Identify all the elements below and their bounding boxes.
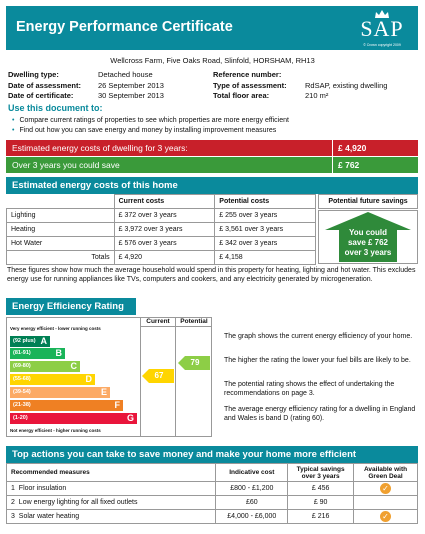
band-letter: B: [55, 348, 62, 358]
col-potential-rating: Potential: [176, 317, 212, 327]
meta-key: Type of assessment:: [213, 80, 287, 90]
actions-table: [6, 463, 418, 524]
current-cost: £ 576 over 3 years: [114, 237, 215, 251]
table-row: [7, 223, 316, 237]
measure-cell: [7, 482, 216, 496]
measure-number: 2: [11, 499, 15, 506]
green-deal-tick-icon: ✓: [380, 483, 391, 494]
rating-bottom-note: Not energy efficient - higher running costs: [10, 428, 101, 433]
rating-top-note: Very energy efficient - lower running costs: [10, 326, 101, 331]
col-indicative-cost: Indicative cost: [216, 464, 288, 482]
measure-savings: £ 216: [288, 510, 354, 524]
green-deal-tick-icon: ✓: [380, 511, 391, 522]
meta-left: [8, 70, 164, 102]
blank-cell: [7, 195, 115, 209]
rating-band-a: [10, 336, 50, 347]
estimated-cost-label: Estimated energy costs of dwelling for 3 years:: [12, 143, 188, 153]
page-title: Energy Performance Certificate: [16, 19, 233, 35]
sap-logo: [352, 8, 412, 50]
meta-key: Date of certificate:: [8, 91, 74, 100]
rating-description: The potential rating shows the effect of undertaking the recommendations on page 3.: [224, 381, 395, 397]
list-item: • Find out how you can save energy and money by installing improvement measures: [12, 126, 289, 136]
rating-description: The higher the rating the lower your fuel bills are likely to be.: [224, 357, 411, 364]
meta-key: Dwelling type:: [8, 70, 59, 79]
band-letter: G: [126, 413, 134, 423]
band-range: (81-91): [13, 350, 31, 356]
band-range: (39-54): [13, 389, 31, 395]
band-letter: A: [40, 336, 47, 346]
savings-value: £ 762: [332, 157, 359, 173]
rating-band-e: [10, 387, 110, 398]
band-range: (55-68): [13, 376, 31, 382]
table-row: [7, 209, 316, 223]
meta-value: RdSAP, existing dwelling: [305, 80, 388, 90]
band-letter: F: [114, 400, 120, 410]
total-current: £ 4,920: [114, 251, 215, 265]
rating-description: The average energy efficiency rating for a dwelling in England and Wales is band D (rating 60).: [224, 406, 416, 422]
col-recommended-measures: Recommended measures: [7, 464, 216, 482]
estimated-cost-bar: [6, 140, 418, 156]
totals-row: [7, 251, 316, 265]
green-deal-cell: [354, 496, 418, 510]
meta-value: 210 m²: [305, 91, 329, 100]
potential-rating-score: 79: [190, 358, 200, 367]
meta-value: 26 September 2013: [98, 80, 164, 90]
meta-value: 30 September 2013: [98, 91, 164, 100]
band-range: (1-20): [13, 415, 28, 421]
rating-divider: [175, 317, 176, 437]
sap-logo-text: SAP: [360, 16, 404, 41]
table-row: [7, 237, 316, 251]
measure-cost: £60: [216, 496, 288, 510]
green-deal-cell: [354, 510, 418, 524]
measure-name: Floor insulation: [18, 485, 67, 492]
row-label: Hot Water: [7, 237, 115, 251]
measure-name: Solar water heating: [18, 513, 80, 520]
potential-cost: £ 255 over 3 years: [215, 209, 316, 223]
measure-number: 1: [11, 485, 15, 492]
total-potential: £ 4,158: [215, 251, 316, 265]
savings-label: Over 3 years you could save: [12, 160, 120, 170]
savings-bar: [6, 157, 418, 173]
col-current-rating: Current: [141, 317, 175, 327]
certificate-header: [6, 6, 418, 50]
meta-right: [213, 70, 387, 102]
potential-cost: £ 3,561 over 3 years: [215, 223, 316, 237]
rating-band-c: [10, 361, 80, 372]
savings-arrow-line: You could: [348, 228, 388, 237]
rating-band-f: [10, 400, 123, 411]
current-rating-score: 67: [154, 371, 164, 380]
col-potential-costs: Potential costs: [215, 195, 316, 209]
list-item: • Compare current ratings of properties to see which properties are more energy efficient: [12, 116, 289, 126]
meta-value: Detached house: [98, 70, 153, 79]
table-row: [7, 482, 418, 496]
actions-section-heading: Top actions you can take to save money and make your home more efficient: [6, 446, 418, 463]
measure-cost: £800 - £1,200: [216, 482, 288, 496]
measure-cell: [7, 510, 216, 524]
band-range: (92 plus): [13, 338, 36, 344]
table-header-row: [7, 464, 418, 482]
costs-table: [6, 194, 316, 265]
totals-label: Totals: [7, 251, 115, 265]
meta-key: Total floor area:: [213, 91, 270, 100]
savings-arrow-line: save £ 762: [347, 238, 389, 247]
band-range: (21-38): [13, 402, 31, 408]
row-label: Heating: [7, 223, 115, 237]
savings-arrow-line: over 3 years: [344, 248, 392, 257]
col-green-deal: Available with Green Deal: [354, 464, 418, 482]
rating-description: The graph shows the current energy efficiency of your home.: [224, 333, 413, 340]
meta-key: Reference number:: [213, 70, 282, 79]
table-row: [7, 510, 418, 524]
measure-savings: £ 90: [288, 496, 354, 510]
col-typical-savings: Typical savings over 3 years: [288, 464, 354, 482]
rating-band-d: [10, 374, 95, 385]
measure-cell: [7, 496, 216, 510]
costs-section-heading: Estimated energy costs of this home: [6, 177, 418, 194]
use-document-heading: Use this document to:: [8, 103, 103, 113]
rating-band-g: [10, 413, 137, 424]
sap-copyright: © Crown copyright 2009: [363, 43, 401, 47]
rating-band-b: [10, 348, 65, 359]
meta-key: Date of assessment:: [8, 80, 81, 90]
current-cost: £ 3,972 over 3 years: [114, 223, 215, 237]
rating-divider: [140, 317, 141, 437]
measure-name: Low energy lighting for all fixed outlets: [18, 499, 138, 506]
measure-number: 3: [11, 513, 15, 520]
potential-cost: £ 342 over 3 years: [215, 237, 316, 251]
col-future-savings: Potential future savings: [318, 194, 418, 209]
costs-explanation: These figures show how much the average household would spend in this property for heating, lighting and hot water. This excludes energy use for running appliances like TVs, computers and cookers, and any electricity generated by microgeneration.: [7, 267, 416, 283]
table-row: [7, 496, 418, 510]
row-label: Lighting: [7, 209, 115, 223]
property-address: Wellcross Farm, Five Oaks Road, Slinfold, HORSHAM, RH13: [110, 56, 315, 65]
green-deal-cell: [354, 482, 418, 496]
band-range: (69-80): [13, 363, 31, 369]
band-letter: C: [70, 361, 77, 371]
band-letter: D: [85, 374, 92, 384]
col-current-costs: Current costs: [114, 195, 215, 209]
current-cost: £ 372 over 3 years: [114, 209, 215, 223]
use-document-list: [12, 116, 289, 135]
band-letter: E: [100, 387, 107, 397]
savings-arrow-text: [325, 228, 411, 258]
measure-savings: £ 456: [288, 482, 354, 496]
table-header-row: [7, 195, 316, 209]
estimated-cost-value: £ 4,920: [332, 140, 366, 156]
measure-cost: £4,000 - £6,000: [216, 510, 288, 524]
rating-section-heading: Energy Efficiency Rating: [6, 298, 136, 315]
